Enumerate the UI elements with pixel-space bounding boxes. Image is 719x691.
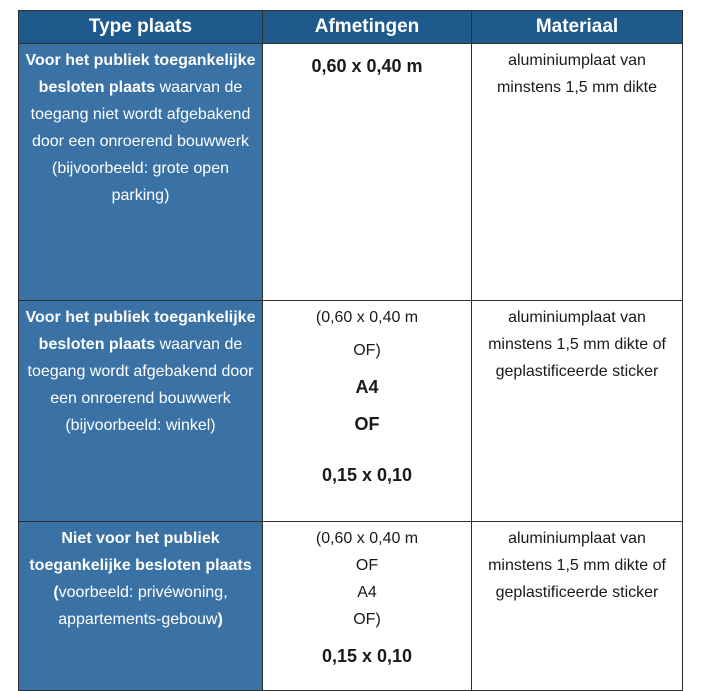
size-value: OF) — [353, 342, 381, 359]
type-cell — [19, 522, 263, 691]
material-cell: aluminiumplaat van minstens 1,5 mm dikte — [472, 44, 683, 301]
table-row — [19, 44, 683, 301]
size-value: 0,15 x 0,10 — [321, 465, 413, 485]
material-cell: aluminiumplaat van minstens 1,5 mm dikte of geplastificeerde sticker — [472, 522, 683, 691]
size-cell — [263, 522, 472, 691]
type-bold-tail: ) — [217, 611, 223, 628]
size-value: A4 — [355, 377, 379, 397]
type-bold-text: Voor het publiek toegankelijke besloten plaats — [25, 52, 256, 96]
size-cell — [263, 44, 472, 301]
material-cell: aluminiumplaat van minstens 1,5 mm dikte of geplastificeerde sticker — [472, 301, 683, 522]
size-value: OF — [355, 557, 379, 574]
size-value: OF — [354, 414, 380, 434]
size-value: OF) — [353, 611, 381, 628]
header-material: Materiaal — [472, 11, 683, 44]
type-cell — [19, 44, 263, 301]
size-value: (0,60 x 0,40 m — [315, 309, 419, 326]
header-type: Type plaats — [19, 11, 263, 44]
type-description: voorbeeld: privéwoning, appartements-gebouw — [58, 584, 228, 628]
type-bold-text: Voor het publiek toegankelijke besloten plaats — [25, 309, 256, 353]
size-cell — [263, 301, 472, 522]
type-bold-text: Niet voor het publiek toegankelijke besloten plaats ( — [29, 530, 252, 601]
type-cell — [19, 301, 263, 522]
size-value: (0,60 x 0,40 m — [315, 530, 419, 547]
header-row — [19, 11, 683, 44]
header-size: Afmetingen — [263, 11, 472, 44]
table-row — [19, 301, 683, 522]
type-description: waarvan de toegang wordt afgebakend door een onroerend bouwwerk (bijvoorbeeld: winkel) — [27, 336, 254, 434]
size-value: 0,60 x 0,40 m — [311, 56, 423, 76]
specifications-table — [18, 10, 683, 691]
size-value: 0,15 x 0,10 — [321, 646, 413, 666]
type-description: waarvan de toegang niet wordt afgebakend door een onroerend bouwwerk (bijvoorbeeld: grote open parking) — [30, 79, 251, 204]
table-row — [19, 522, 683, 691]
size-value: A4 — [357, 584, 377, 601]
